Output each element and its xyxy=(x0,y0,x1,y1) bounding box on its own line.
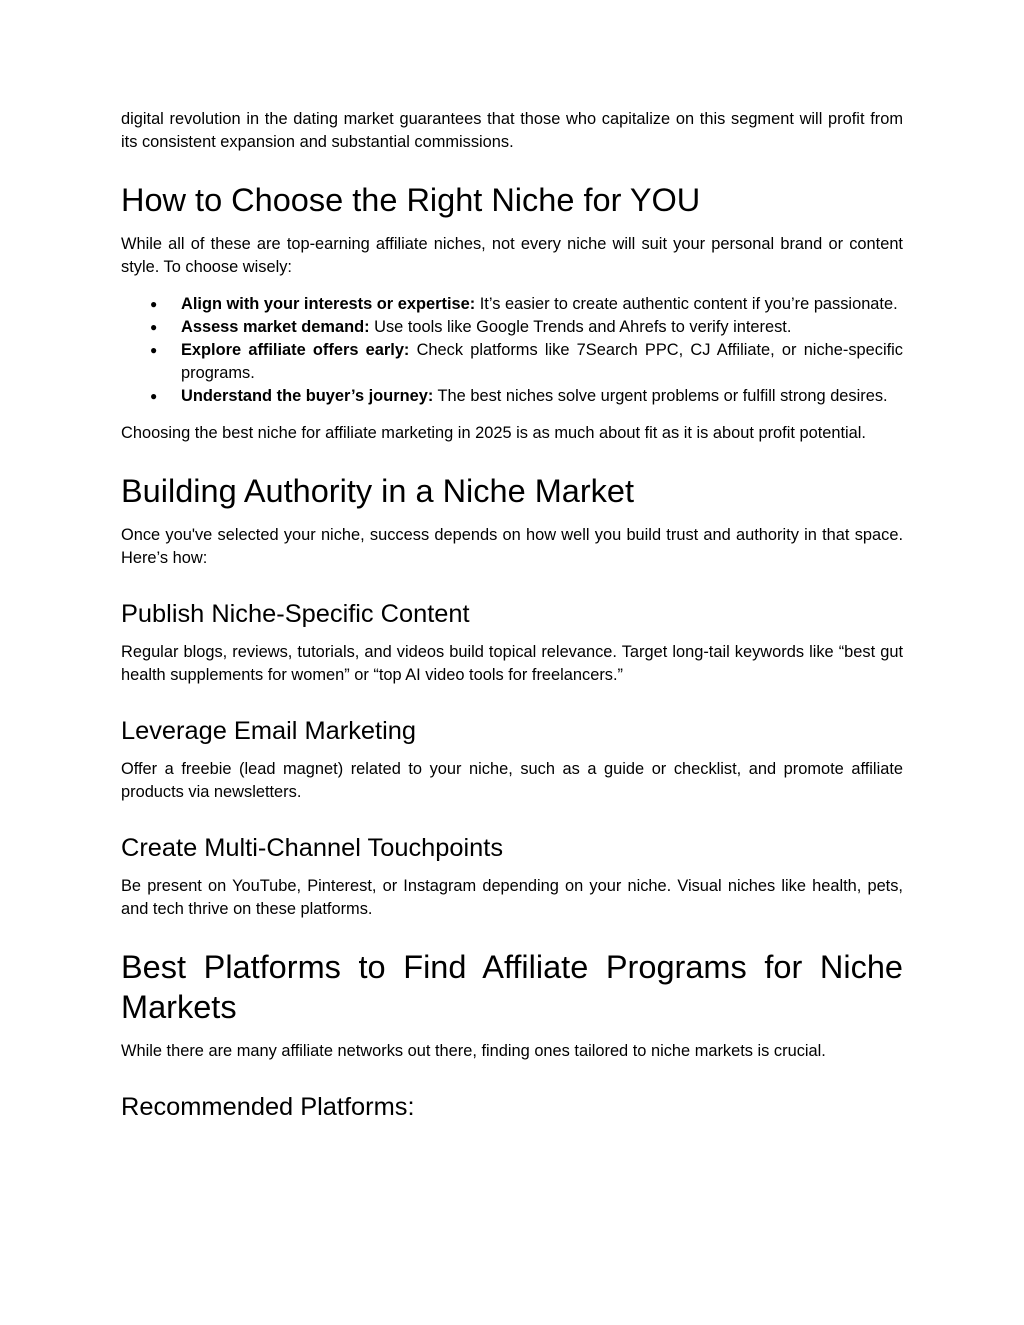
subheading-multi-channel: Create Multi-Channel Touchpoints xyxy=(121,834,504,862)
choose-niche-list xyxy=(121,293,903,408)
list-item-text: It’s easier to create authentic content if you’re passionate. xyxy=(475,295,898,313)
intro-paragraph: digital revolution in the dating market guarantees that those who capitalize on this segment will profit from its consistent expansion and substantial commissions. xyxy=(121,110,903,151)
heading-platforms: Best Platforms to Find Affiliate Programs for Niche Markets xyxy=(121,949,903,1025)
list-item-label: Align with your interests or expertise: xyxy=(181,295,476,313)
multi-channel-paragraph: Be present on YouTube, Pinterest, or Instagram depending on your niche. Visual niches like health, pets, and tech thrive on these platforms. xyxy=(121,877,903,918)
list-item-label: Assess market demand: xyxy=(181,318,370,336)
subheading-publish-content: Publish Niche-Specific Content xyxy=(121,600,470,628)
subheading-recommended-platforms: Recommended Platforms: xyxy=(121,1093,415,1121)
list-item xyxy=(121,339,903,385)
email-marketing-paragraph: Offer a freebie (lead magnet) related to your niche, such as a guide or checklist, and promote affiliate products via newsletters. xyxy=(121,760,903,801)
list-item-text: The best niches solve urgent problems or fulfill strong desires. xyxy=(433,387,888,405)
list-item xyxy=(121,316,903,339)
document-page xyxy=(121,108,903,1122)
heading-authority: Building Authority in a Niche Market xyxy=(121,473,635,509)
bullet-icon: ● xyxy=(150,389,158,403)
list-item-label: Understand the buyer’s journey: xyxy=(181,387,434,405)
choose-niche-intro: While all of these are top-earning affiliate niches, not every niche will suit your personal brand or content style. To choose wisely: xyxy=(121,235,903,276)
authority-intro: Once you've selected your niche, success depends on how well you build trust and authority in that space. Here’s how: xyxy=(121,526,903,567)
subheading-email-marketing: Leverage Email Marketing xyxy=(121,717,416,745)
bullet-icon: ● xyxy=(150,320,158,334)
bullet-icon: ● xyxy=(150,343,158,357)
heading-choose-niche: How to Choose the Right Niche for YOU xyxy=(121,182,701,218)
list-item-label: Explore affiliate offers early: xyxy=(181,341,410,359)
bullet-icon: ● xyxy=(150,297,158,311)
list-item-text: Check platforms like 7Search PPC, CJ Affiliate, or niche-specific programs. xyxy=(181,341,903,382)
choose-niche-conclusion: Choosing the best niche for affiliate marketing in 2025 is as much about fit as it is about profit potential. xyxy=(121,424,866,442)
list-item xyxy=(121,385,903,408)
publish-content-paragraph: Regular blogs, reviews, tutorials, and videos build topical relevance. Target long-tail keywords like “best gut health supplements for women” or “top AI video tools for freelancers.” xyxy=(121,643,903,684)
list-item-text: Use tools like Google Trends and Ahrefs to verify interest. xyxy=(369,318,792,336)
platforms-intro: While there are many affiliate networks out there, finding ones tailored to niche markets is crucial. xyxy=(121,1042,826,1060)
list-item xyxy=(121,293,903,316)
